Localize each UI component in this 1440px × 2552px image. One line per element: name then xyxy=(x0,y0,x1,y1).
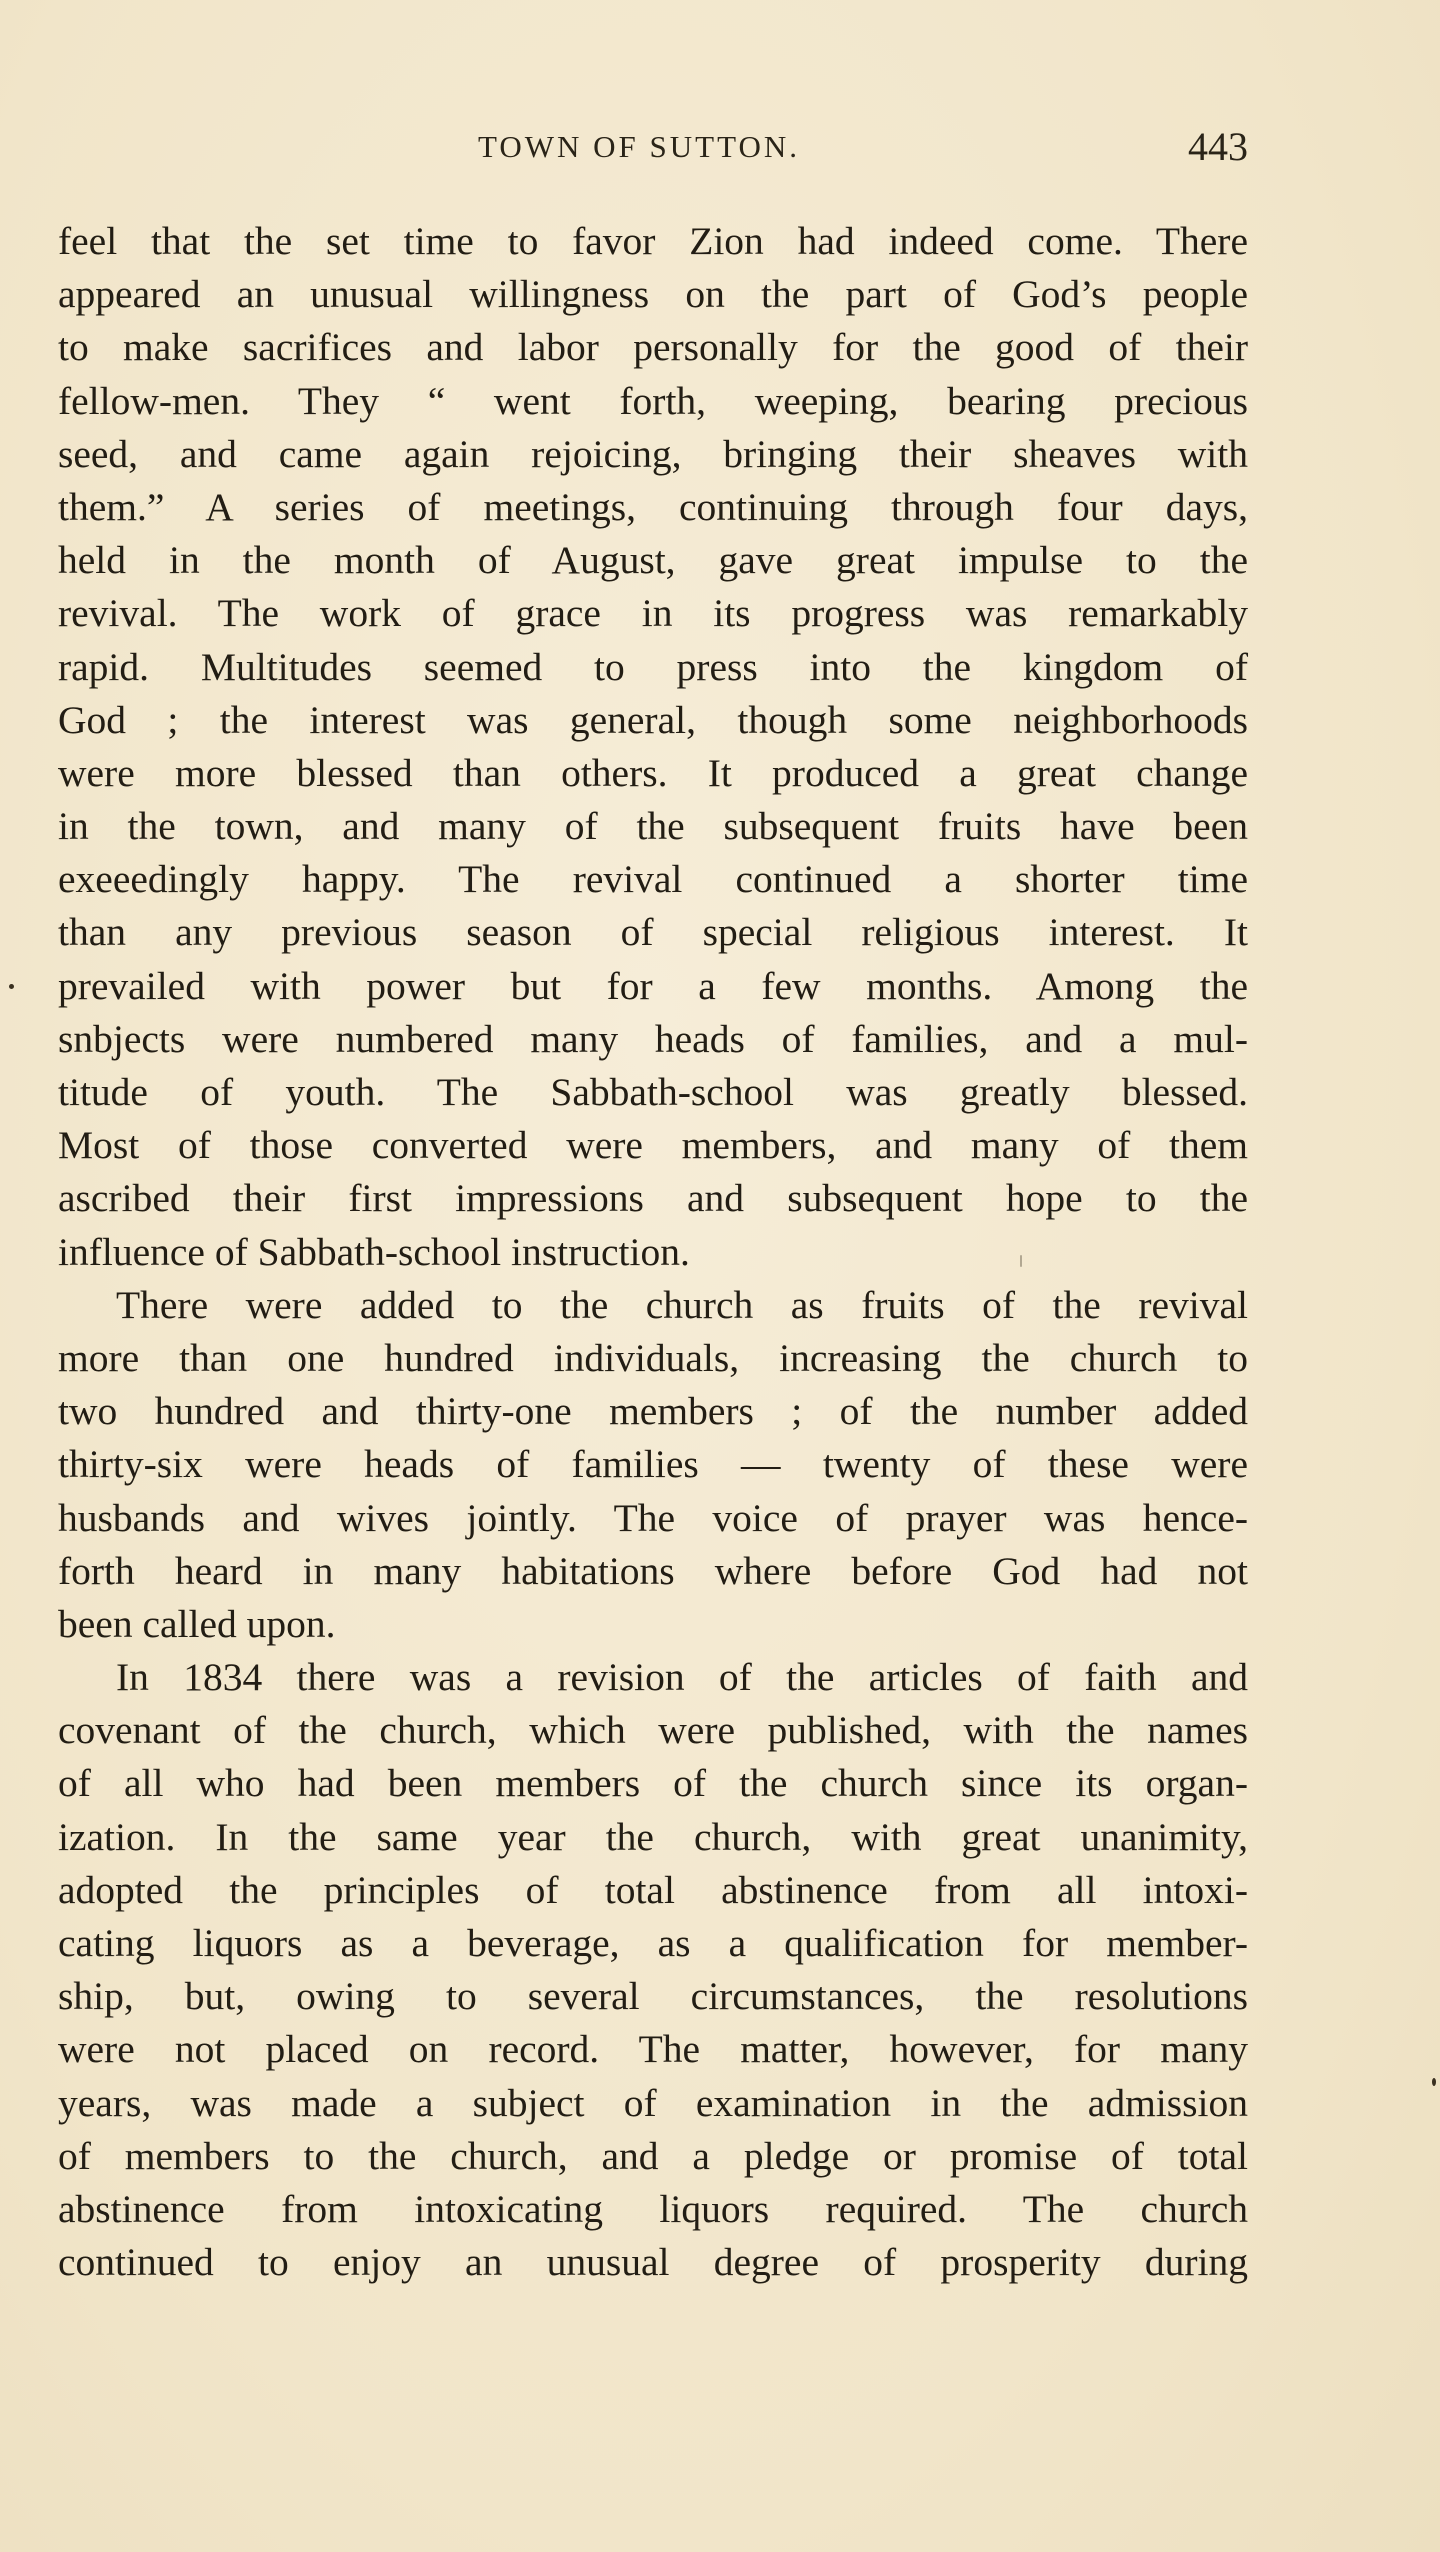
text-line: revival. The work of grace in its progress was remarkably xyxy=(58,591,1248,636)
ink-speck xyxy=(1020,1255,1022,1267)
text-line: God ; the interest was general, though some neighborhoods xyxy=(58,697,1248,742)
text-line: of members to the church, and a pledge or promise of total xyxy=(58,2133,1248,2178)
text-line: husbands and wives jointly. The voice of prayer was hence- xyxy=(58,1495,1248,1540)
text-line: continued to enjoy an unusual degree of prosperity during xyxy=(58,2240,1248,2285)
text-line: to make sacrifices and labor personally for the good of their xyxy=(58,325,1248,370)
text-line: influence of Sabbath-school instruction. xyxy=(58,1229,690,1274)
text-line: titude of youth. The Sabbath-school was greatly blessed. xyxy=(58,1070,1248,1114)
text-line: thirty-six were heads of families — twenty of these were xyxy=(58,1442,1248,1487)
text-line: them.” A series of meetings, continuing through four days, xyxy=(58,484,1248,529)
text-line: snbjects were numbered many heads of families, and a mul- xyxy=(58,1016,1248,1061)
text-line: ship, but, owing to several circumstances, the resolutions xyxy=(58,1974,1248,2019)
text-line: Most of those converted were members, and many of them xyxy=(58,1123,1248,1168)
text-line: feel that the set time to favor Zion had indeed come. There xyxy=(58,219,1248,263)
text-line: were more blessed than others. It produced a great change xyxy=(58,750,1248,795)
ink-speck xyxy=(9,984,14,989)
text-line: covenant of the church, which were published, with the names xyxy=(58,1708,1248,1753)
running-head xyxy=(0,122,1440,172)
text-line: appeared an unusual willingness on the part of God’s people xyxy=(58,272,1248,317)
text-line: than any previous season of special religious interest. It xyxy=(58,910,1248,955)
text-line: were not placed on record. The matter, however, for many xyxy=(58,2027,1248,2072)
text-line: exeeedingly happy. The revival continued a shorter time xyxy=(58,857,1248,902)
text-line: in the town, and many of the subsequent fruits have been xyxy=(58,804,1248,849)
text-line: prevailed with power but for a few months. Among the xyxy=(58,963,1248,1008)
text-line: ascribed their first impressions and subsequent hope to the xyxy=(58,1176,1248,1221)
running-title: TOWN OF SUTTON. xyxy=(478,129,801,164)
ink-speck xyxy=(1432,2078,1436,2086)
text-line: forth heard in many habitations where before God had not xyxy=(58,1548,1248,1593)
text-line: adopted the principles of total abstinence from all intoxi- xyxy=(58,1867,1248,1912)
text-line: been called upon. xyxy=(58,1601,336,1646)
text-line: seed, and came again rejoicing, bringing their sheaves with xyxy=(58,431,1248,476)
text-line: held in the month of August, gave great impulse to the xyxy=(58,538,1248,583)
text-line: fellow-men. They “ went forth, weeping, bearing precious xyxy=(58,378,1248,423)
text-line: two hundred and thirty-one members ; of the number added xyxy=(58,1389,1248,1434)
page-number: 443 xyxy=(1188,124,1248,169)
text-line: of all who had been members of the church since its organ- xyxy=(58,1761,1248,1806)
text-line: years, was made a subject of examination in the admission xyxy=(58,2080,1248,2125)
text-line: more than one hundred individuals, increasing the church to xyxy=(58,1335,1248,1380)
body-text xyxy=(58,215,1248,2289)
text-line: In 1834 there was a revision of the articles of faith and xyxy=(116,1655,1248,1700)
text-line: There were added to the church as fruits of the revival xyxy=(116,1282,1248,1327)
text-line: cating liquors as a beverage, as a qualification for member- xyxy=(58,1921,1248,1965)
text-line: ization. In the same year the church, with great unanimity, xyxy=(58,1814,1248,1859)
text-line: abstinence from intoxicating liquors required. The church xyxy=(58,2186,1248,2231)
text-line: rapid. Multitudes seemed to press into the kingdom of xyxy=(58,644,1248,689)
